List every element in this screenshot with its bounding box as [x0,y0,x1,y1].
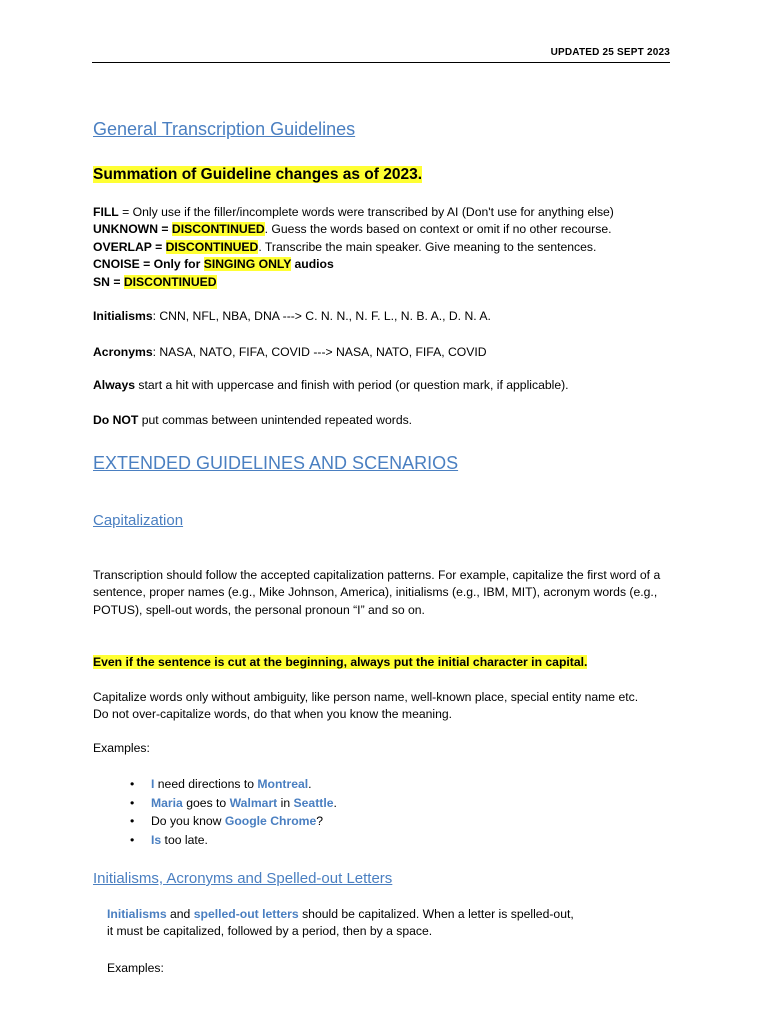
header-rule [92,62,670,63]
examples-label: Examples: [93,741,150,755]
always-rule: Always start a hit with uppercase and finish with period (or question mark, if applicable). [93,378,569,392]
acronyms-rule: Acronyms: NASA, NATO, FIFA, COVID ---> NASA, NATO, FIFA, COVID [93,345,487,359]
list-item: • Do you know Google Chrome? [130,812,337,831]
examples-label-2: Examples: [107,961,164,975]
initialisms-heading: Initialisms, Acronyms and Spelled-out Letters [93,870,393,887]
bullet-icon: • [130,814,135,829]
capitalization-heading: Capitalization [93,512,184,529]
list-item: • Is too late. [130,831,337,850]
bullet-icon: • [130,795,135,810]
definition-cnoise: CNOISE = Only for SINGING ONLY audios [93,257,334,272]
summary-heading [93,166,422,184]
updated-date: UPDATED 25 SEPT 2023 [550,47,670,58]
donot-rule: Do NOT put commas between unintended repeated words. [93,413,413,427]
definition-fill: FILL = Only use if the filler/incomplete words were transcribed by AI (Don't use for anything else) [93,205,614,219]
capitalize-words-paragraph: Capitalize words only without ambiguity, like person name, well-known place, special entity name etc. Do not over-capitalize words, do that when you know the meaning. [93,690,639,722]
extended-heading: EXTENDED GUIDELINES AND SCENARIOS [93,453,459,473]
bullet-icon: • [130,832,135,847]
capitalization-paragraph: Transcription should follow the accepted capitalization patterns. For example, capitalize the first word of a sentence, proper names (e.g., Mike Johnson, America), initialisms (e.g., IBM, MIT), acronym words (e.g., POTUS), spell-out words, the personal pronoun “I” and so on. [93,568,661,617]
bullet-icon: • [130,777,135,791]
definitions-block [93,204,614,291]
cut-sentence-note-text: Even if the sentence is cut at the beginning, always put the initial character in capital. [93,655,588,669]
list-item: • I need directions to Montreal. [130,775,337,794]
list-item: • Maria goes to Walmart in Seattle. [130,794,337,813]
cut-sentence-note [93,654,587,671]
definition-unknown: UNKNOWN = DISCONTINUED. Guess the words based on context or omit if no other recourse. [93,222,612,237]
initialisms-rule: Initialisms: CNN, NFL, NBA, DNA ---> C. N. N., N. F. L., N. B. A., D. N. A. [93,309,491,323]
page-title: General Transcription Guidelines [93,119,356,139]
capitalization-examples-list [130,775,337,849]
initialisms-paragraph: Initialisms and spelled-out letters should be capitalized. When a letter is spelled-out, it must be capitalized, followed by a period, then by a space. [107,907,574,939]
definition-sn: SN = DISCONTINUED [93,274,217,289]
summary-heading-text: Summation of Guideline changes as of 2023. [93,166,423,183]
definition-overlap: OVERLAP = DISCONTINUED. Transcribe the main speaker. Give meaning to the sentences. [93,239,597,254]
